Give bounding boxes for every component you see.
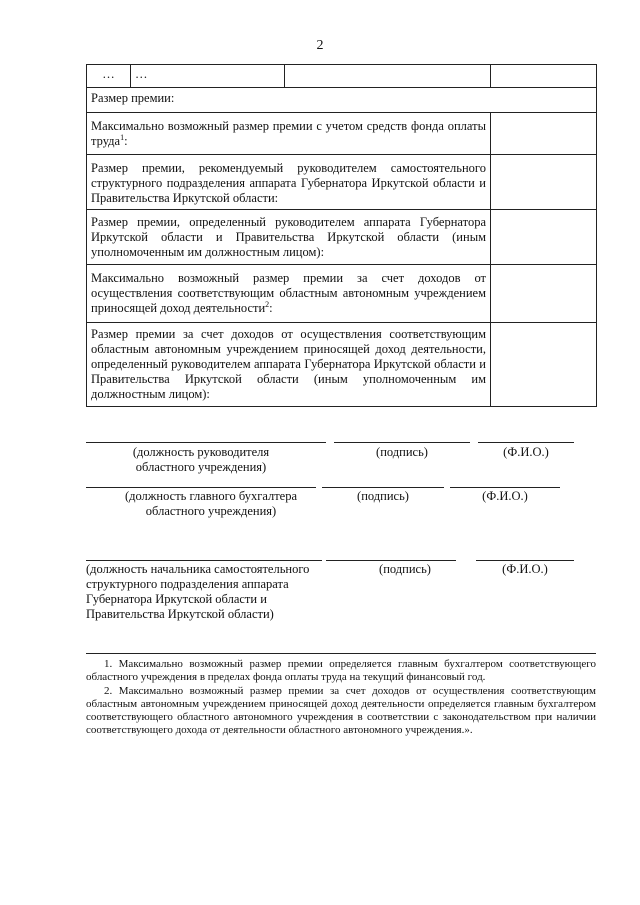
- blank-cell: [491, 65, 597, 88]
- name-caption: (Ф.И.О.): [482, 489, 528, 503]
- signature-line: [334, 442, 470, 443]
- name-caption: (Ф.И.О.): [502, 562, 548, 576]
- footnote-2: 2. Максимально возможный размер премии за счет доходов от осуществления соответствующим областным автономным учреждением приносящей доход деятельности определяется главным бухгалтером соответствующего областного автономного учреждения в соответствии с законодательством при наличии соответствующего дохода от деятельности областного автономного учреждения.».: [86, 685, 596, 736]
- blank-cell: [285, 65, 491, 88]
- ellipsis-cell: …: [87, 65, 131, 88]
- table-row: [87, 88, 597, 113]
- row-label: Размер премии за счет доходов от осуществления соответствующим областным автономным учреждением приносящей доход деятельности, определенный руководителем аппарата Губернатора Иркутской области и Правительства Иркутской области (иным уполномоченным им должностным лицом):: [87, 323, 491, 407]
- signature-line: [322, 487, 444, 488]
- signature-line: [86, 442, 326, 443]
- footnote-1: 1. Максимально возможный размер премии определяется главным бухгалтером соответствующего областного учреждения в пределах фонда оплаты труда на текущий финансовый год.: [86, 658, 596, 683]
- signature-caption: (подпись): [357, 489, 409, 503]
- position-caption: (должность главного бухгалтера областного учреждения): [124, 489, 298, 518]
- position-caption: (должность руководителя областного учреждения): [132, 445, 270, 474]
- row-label: Размер премии, определенный руководителем аппарата Губернатора Иркутской области и Правительства Иркутской области (иным уполномоченным им должностным лицом):: [87, 210, 491, 265]
- ellipsis-cell: …: [131, 65, 285, 88]
- value-cell[interactable]: [491, 265, 597, 323]
- signature-caption: (подпись): [376, 445, 428, 459]
- table-row: [87, 155, 597, 210]
- value-cell[interactable]: [491, 113, 597, 155]
- signature-line: [86, 560, 322, 561]
- value-cell[interactable]: [491, 155, 597, 210]
- page-number: 2: [316, 38, 324, 53]
- value-cell[interactable]: [491, 323, 597, 407]
- row-label: Максимально возможный размер премии за счет доходов от осуществления соответствующим областным автономным учреждением приносящей доход деятельности$^2$:: [87, 265, 491, 323]
- table-row: [87, 113, 597, 155]
- position-caption: (должность начальника самостоятельного структурного подразделения аппарата Губернатора Иркутской области и Правительства Иркутской области): [86, 562, 310, 621]
- signature-line: [450, 487, 560, 488]
- value-cell[interactable]: [491, 210, 597, 265]
- signature-caption: (подпись): [379, 562, 431, 576]
- signature-line: [476, 560, 574, 561]
- signature-line: [478, 442, 574, 443]
- row-label: Максимально возможный размер премии с учетом средств фонда оплаты труда$^1$:: [87, 113, 491, 155]
- premium-size-label: Размер премии:: [87, 88, 597, 113]
- signature-line: [86, 487, 316, 488]
- row-label: Размер премии, рекомендуемый руководителем самостоятельного структурного подразделения аппарата Губернатора Иркутской области и Правительства Иркутской области:: [87, 155, 491, 210]
- premium-table: [86, 64, 597, 407]
- table-row: [87, 65, 597, 88]
- table-row: [87, 323, 597, 407]
- name-caption: (Ф.И.О.): [503, 445, 549, 459]
- signature-line: [326, 560, 456, 561]
- table-row: [87, 265, 597, 323]
- footnotes: [86, 658, 596, 738]
- footnote-separator: [86, 653, 596, 654]
- table-row: [87, 210, 597, 265]
